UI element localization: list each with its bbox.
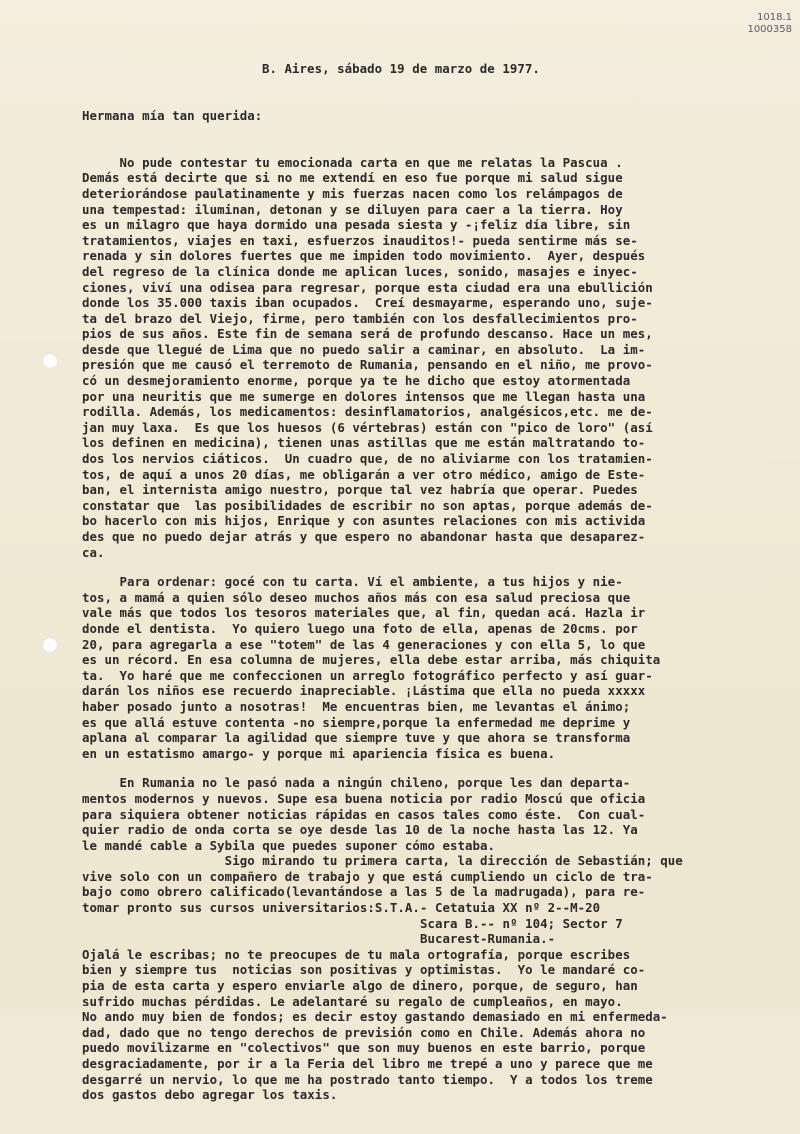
date-line: B. Aires, sábado 19 de marzo de 1977. [262,61,540,77]
text-line: pios de sus años. Este fin de semana será de profundo descanso. Hace un mes, [82,326,653,342]
paragraph [82,155,772,560]
text-line: tos, de aquí a unos 20 días, me obligarán a ver otro médico, amigo de Este- [82,466,646,482]
text-line: Bucarest-Rumania.- [82,931,556,947]
text-line: vale más que todos los tesoros materiales que, al fin, quedan acá. Hazla ir [82,605,646,621]
text-line: vive solo con un compañero de trabajo y que está cumpliendo un ciclo de tra- [82,868,653,884]
text-line: Ojalá le escribas; no te preocupes de tu mala ortografía, porque escribes [82,946,631,962]
text-line: bo hacerlo con mis hijos, Enrique y con asuntes relaciones con mis activida [82,513,646,529]
text-line: ta. Yo haré que me confeccionen un arreglo fotográfico perfecto y así guar- [82,667,653,683]
text-line: aplana al comparar la agilidad que siempre tuve y que ahora se transforma [82,730,631,746]
text-line: puedo movilizarme en "colectivos" que son muy buenos en este barrio, porque [82,1040,646,1056]
text-line: ta del brazo del Viejo, firme, pero también con los desfallecimientos pro- [82,310,638,326]
text-line: dos gastos debo agregar los taxis. [82,1087,338,1103]
text-line: presión que me causó el terremoto de Rumania, pensando en el niño, me provo- [82,357,653,373]
text-line: rodilla. Además, los medicamentos: desinflamatorios, analgésicos,etc. me de- [82,404,653,420]
text-line: dad, dado que no tengo derechos de previsión como en Chile. Además ahora no [82,1024,646,1040]
text-line: en un estatismo amargo- y porque mi apariencia física es buena. [82,745,556,761]
text-line: deteriorándose paulatinamente y mis fuerzas nacen como los relámpagos de [82,185,623,201]
text-line: 20, para agregarla a ese "totem" de las 4 generaciones y con ella 5, lo que [82,636,646,652]
text-line: los definen en medicina), tienen unas astillas que me están maltratando to- [82,435,646,451]
text-line: bajo como obrero calificado(levantándose a las 5 de la madrugada), para re- [82,884,646,900]
text-line: haber posado junto a nosotras! Me encuentras bien, me levantas el ánimo; [82,698,631,714]
text-line: del regreso de la clínica donde me aplican luces, sonido, masajes e inyec- [82,263,638,279]
text-line: En Rumania no le pasó nada a ningún chileno, porque les dan departa- [82,775,631,791]
text-line: des que no puedo dejar atrás y que espero no abandonar hasta que desaparez- [82,529,646,544]
punch-hole-bottom [42,637,58,653]
salutation: Hermana mía tan querida: [82,107,263,123]
text-line: có un desmejoramiento enorme, porque ya te he dicho que estoy atormentada [82,373,631,389]
text-line: desgarré un nervio, lo que me ha postrado tanto tiempo. Y a todos los treme [82,1071,653,1087]
text-line: bien y siempre tus noticias son positivas y optimistas. Yo le mandaré co- [82,962,646,978]
text-line: Demás está decirte que si no me extendí en eso fue porque mi salud sigue [82,170,623,186]
text-line: tomar pronto sus cursos universitarios:S.T.A.- Cetatuia XX nº 2--M-20 [82,900,601,916]
text-line: Sigo mirando tu primera carta, la dirección de Sebastián; que [82,853,683,869]
text-line: Para ordenar: gocé con tu carta. Ví el ambiente, a tus hijos y nie- [82,574,623,590]
text-line: tos, a mamá a quien sólo deseo muchos años más con esa salud preciosa que [82,589,631,605]
text-line: quier radio de onda corta se oye desde las 10 de la noche hasta las 12. Ya [82,822,638,838]
text-line: donde el dentista. Yo quiero luego una foto de ella, apenas de 20cms. por [82,620,638,636]
text-line: desde que llegué de Lima que no puedo salir a caminar, en absoluto. La im- [82,341,646,357]
text-line: es que allá estuve contenta -no siempre,porque la enfermedad me deprime y [82,714,631,730]
text-line: jan muy laxa. Es que los huesos (6 vértebras) están con "pico de loro" (así [82,419,653,435]
text-line: pia de esta carta y espero enviarle algo de dinero, porque, de seguro, han [82,978,638,994]
text-line: dos los nervios ciáticos. Un cuadro que, de no aliviarme con los tratamien- [82,451,653,467]
text-line: renada y sin dolores fuertes que me impiden todo movimiento. Ayer, después [82,248,646,264]
text-line: le mandé cable a Sybila que puedes suponer cómo estaba. [82,837,496,853]
archive-stamp-line1: 1018.1 [757,12,792,23]
paragraph-gap [82,761,772,775]
text-line: mentos modernos y nuevos. Supe esa buena noticia por radio Moscú que oficia [82,790,646,806]
text-line: ciones, viví una odisea para regresar, porque esta ciudad era una ebullición [82,279,653,295]
paragraph [82,574,772,761]
text-line: por una neuritis que me sumerge en dolores intensos que me llegan hasta una [82,388,646,404]
archive-stamp-line2: 1000358 [747,24,792,35]
text-line: es un récord. En esa columna de mujeres, ella debe estar arriba, más chiquita [82,652,661,668]
text-line: Scara B.-- nº 104; Sector 7 [82,915,623,931]
letter-body [82,30,772,1134]
paragraphs [82,155,772,1103]
text-line: es un milagro que haya dormido una pesada siesta y -¡feliz día libre, sin [82,217,631,233]
text-line: No pude contestar tu emocionada carta en que me relatas la Pascua . [82,154,623,170]
punch-hole-top [42,353,58,369]
text-line: donde los 35.000 taxis iban ocupados. Creí desmayarme, esperando uno, suje- [82,295,653,311]
text-line: ban, el internista amigo nuestro, porque tal vez habría que operar. Puedes [82,482,638,498]
text-line: ca. [82,544,105,560]
text-line: tratamientos, viajes en taxi, esfuerzos inauditos!- pueda sentirme más se- [82,232,638,248]
text-line: No ando muy bien de fondos; es decir estoy gastando demasiado en mi enfermeda- [82,1009,668,1025]
text-line: una tempestad: iluminan, detonan y se diluyen para caer a la tierra. Hoy [82,201,623,217]
paragraph-gap [82,560,772,574]
text-line: sufrido muchas pérdidas. Le adelantaré su regalo de cumpleaños, en mayo. [82,993,623,1009]
text-line: constatar que las posibilidades de escribir no son aptas, porque además de- [82,497,653,513]
text-line: desgraciadamente, por ir a la Feria del libro me trepé a uno y parece que me [82,1056,653,1071]
text-line: darán los niños ese recuerdo inapreciable. ¡Lástima que ella no pueda xxxxx [82,683,646,699]
text-line: para siquiera obtener noticias rápidas en casos tales como éste. Con cual- [82,806,646,822]
paragraph [82,775,772,1102]
